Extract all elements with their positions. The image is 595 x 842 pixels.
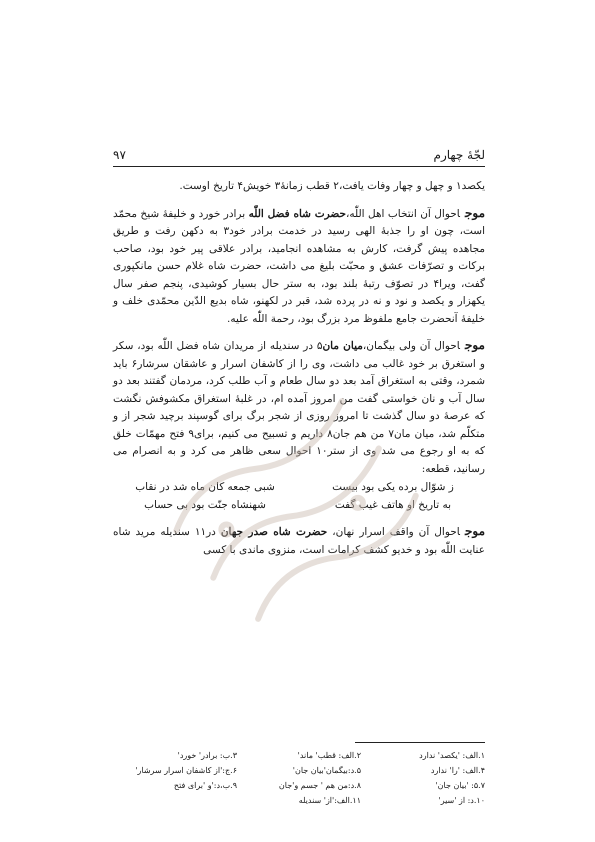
section-lead: موج (464, 524, 485, 538)
page-number: ۹۷ (113, 148, 126, 162)
poem (125, 479, 473, 514)
footnote: ۶.ج:'از کاشفان اسرار سرشار' (135, 766, 237, 775)
footnote: ۵.د:بیگمان'بیان جان' (292, 766, 361, 775)
paragraph-4 (113, 523, 485, 559)
running-title: لجّهٔ چهارم (433, 148, 485, 162)
footnote: ۴.الف: 'را' ندارد (430, 766, 485, 775)
poem-verse (125, 497, 473, 515)
footnote (113, 793, 237, 808)
footnotes (113, 748, 485, 808)
poem-hemistich: به تاریخ او هاتف غیب گفت (334, 498, 452, 511)
main-text (113, 178, 485, 559)
section-lead: موج (464, 338, 485, 352)
footnote-row (113, 778, 485, 793)
footnote-divider (355, 742, 485, 743)
paragraph-text: احوال آن واقف اسرار نهان، (327, 526, 460, 538)
footnote: ۱۰.د: از 'سیر' (438, 796, 485, 805)
footnote: ۵.۷: 'بیان جان' (435, 781, 485, 790)
footnote: ۲.الف: قطب' ماند' (297, 751, 361, 760)
footnote: ۹.ب،د:'و 'برای فتح (173, 781, 237, 790)
section-lead: موج (464, 205, 485, 220)
poem-hemistich: ز شوّال برده یکی بود بیست (332, 481, 454, 493)
paragraph-text: برادر خورد و خلیفهٔ شیخ محمّد است، چون او را جذبهٔ الهی رسید در خدمت برادر خود۳ به دکهن رفت و طریق مجاهده پیش گرفت، کارش به مشاهده انجامید، برادر علاقی پیر خود بود، صاحب برکات و تصرّفات عشق و محبّت بلیغ می داشت، حضرت شاه غلام حسن مانکپوری گفت، ویرا۴ در تصوّف رتبهٔ بلند بود، به ستر حال بسیار کوشیدی، پنجم صفر سال یکهزار و یکصد و نود و نه در پرده شد، قبر در لکهنو، شاه بدیع الدّین محمّدی خلف و خلیفهٔ آنحضرت جامع ملفوظ مرد بزرگ بود، رحمة اللّٰه علیه. (113, 207, 485, 325)
paragraph-3 (113, 337, 485, 478)
running-header (113, 148, 485, 167)
footnote: ۱۱.الف:'از' سندیله (298, 796, 361, 805)
paragraph-text: در۱۱ سندیله مرید شاه عنایت اللّٰه بود و خدیو کشف کرامات است، منزوی ماندی با کسی (113, 526, 485, 556)
paragraph-2 (113, 205, 485, 329)
footnote-row (113, 763, 485, 778)
paragraph-text: ۵ در سندیله از مریدان شاه فضل اللّٰه بود، سکر و استغرق بر خود غالب می داشت، وی را از کاشفان اسرار و عاشقان سرشار۶ باید شمرد، وقتی به استغراق آمد بعد دو سال طعام و آب طلب کرد، مردمان گفتند بعد دو سال آب و نان خواستی گفت من امروز آمده ام، در غلبهٔ استغراق مکشوفش نگشت که عرصهٔ دو سال گذشت تا امروز روزی از شجر برگ برای گوسپند برچید شجر از و متکلّم شد، میان مان۷ من هم جان۸ داریم و تسبیح می کنیم، برای۹ فتح مهمّات خلق که به او رجوع می شد وی از ستر۱۰ احوال سعی ظاهر می کرد و به انصرام می رسانید، قطعه: (113, 340, 485, 475)
poem-verse (125, 479, 473, 497)
paragraph-text: احوال آن انتخاب اهل اللّٰه، (345, 207, 460, 220)
paragraph-text: احوال آن ولی بیگمان، (362, 340, 460, 352)
person-name: حضرت شاه صدر جهان (220, 526, 328, 538)
footnote-row (113, 748, 485, 763)
poem-hemistich: شبی جمعه کان ماه شد در نقاب (135, 481, 275, 493)
poem-hemistich: شهنشاه جنّت بود بی حساب (144, 498, 266, 511)
footnote-row (113, 793, 485, 808)
footnote: ۱.الف: 'یکصد' ندارد (419, 751, 485, 760)
paragraph-1: یکصد۱ و چهل و چهار وفات یافت،۲ قطب زمانهٔ۳ خویش۴ تاریخ اوست. (179, 180, 485, 192)
footnote: ۳.ب: برادر' خورد' (177, 751, 237, 760)
footnote: ۸.د:من هم ' جسم و'جان (278, 781, 361, 790)
person-name: حضرت شاه فضل اللّٰه (248, 207, 346, 220)
person-name: میان مان (322, 340, 363, 352)
